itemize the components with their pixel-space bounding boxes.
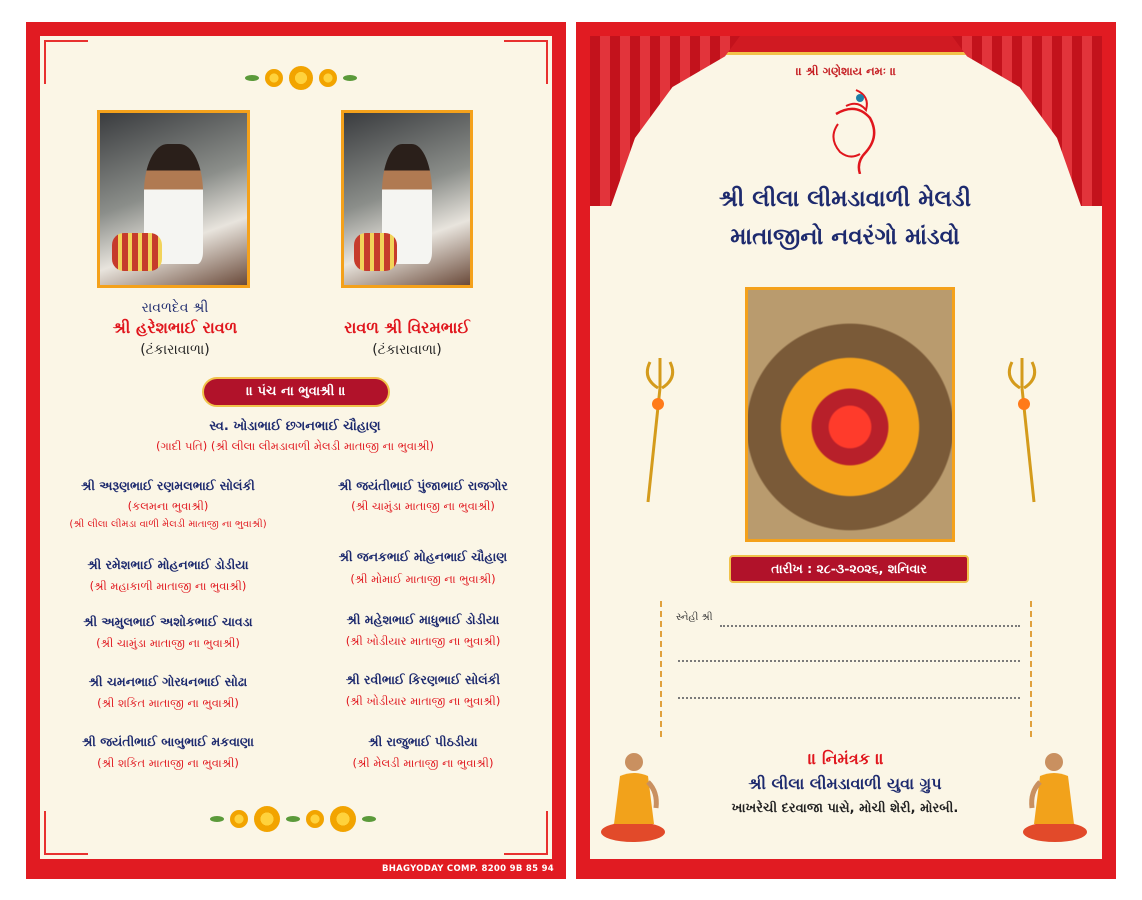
corner-ornament — [504, 811, 548, 855]
date-badge: તારીખ : ૨૮-૩-૨૦૨૬, શનિવાર — [729, 555, 969, 583]
member-name: શ્રી રમેશભાઈ મોહનભાઈ ડોડીયા — [87, 557, 249, 572]
member-role: (કલમના ભુવાશ્રી) — [127, 499, 209, 513]
nimantrak-heading: ॥ નિમંત્રક ॥ — [807, 749, 884, 768]
flower-garland-top — [245, 66, 357, 90]
title-line-2: માતાજીનો નવરંગો માંડવો — [730, 224, 960, 250]
sneh-label: સ્નેહી શ્રી — [676, 612, 713, 623]
person1-name: શ્રી હરેશભાઈ રાવળ — [112, 318, 238, 337]
left-card-panel — [26, 22, 566, 879]
member-role-secondary: (શ્રી લીલા લીમડા વાળી મેલડી માતાજી ના ભુવાશ્રી) — [69, 519, 267, 530]
side-ornament-left — [660, 601, 662, 741]
corner-ornament — [44, 40, 88, 84]
invocation-text: ॥ શ્રી ગણેશાય નમઃ ॥ — [795, 64, 897, 78]
left-card-inner — [40, 36, 552, 859]
member-role: (શ્રી મેલડી માતાજી ના ભુવાશ્રી) — [352, 756, 494, 770]
guest-name-line-1[interactable] — [720, 625, 1020, 627]
right-card-inner — [590, 36, 1102, 859]
flower-garland-bottom — [210, 806, 376, 832]
trishul-left-icon — [640, 356, 680, 506]
ganesha-icon — [816, 84, 886, 174]
member-name: શ્રી ચમનભાઈ ગોરધનભાઈ સોઢા — [88, 674, 248, 689]
corner-ornament — [44, 811, 88, 855]
corner-ornament — [504, 40, 548, 84]
curtain-left — [590, 36, 740, 206]
member-name: શ્રી રવીભાઈ કિરણભાઈ સોલંકી — [345, 672, 501, 687]
person1-title: રાવળદેવ શ્રી — [141, 300, 209, 316]
member-role: (શ્રી શકિત માતાજી ના ભુવાશ્રી) — [97, 756, 239, 770]
member-role: (શ્રી ખોડીયાર માતાજી ના ભુવાશ્રી) — [345, 694, 501, 708]
guest-name-line-2[interactable] — [678, 660, 1020, 662]
member-name: શ્રી અરૂણભાઈ રણમલભાઈ સોલંકી — [81, 478, 255, 493]
side-ornament-right — [1030, 601, 1032, 741]
member-role: (શ્રી શકિત માતાજી ના ભુવાશ્રી) — [97, 696, 239, 710]
member-name: શ્રી મહેશભાઈ માધુભાઈ ડોડીયા — [346, 612, 500, 627]
person2-photo — [341, 110, 473, 288]
chief-role: (ગાદી પતિ) (શ્રી લીલા લીમડાવાળી મેલડી માતાજી ના ભુવાશ્રી) — [155, 439, 435, 453]
trishul-right-icon — [1002, 356, 1042, 506]
devotee-figure-right-icon — [1020, 748, 1090, 843]
member-name: શ્રી જયંતીભાઈ પુંજાભાઈ રાજગોર — [338, 478, 508, 493]
section-heading-badge: ॥ પંચ ના ભુવાશ્રી ॥ — [202, 377, 390, 407]
person2-place: (ટંકારાવાળા) — [372, 342, 442, 358]
right-card-panel — [576, 22, 1116, 879]
member-role: (શ્રી ચામુંડા માતાજી ના ભુવાશ્રી) — [351, 499, 495, 513]
curtain-right — [952, 36, 1102, 206]
person2-name: રાવળ શ્રી વિરમભાઈ — [344, 318, 470, 337]
member-role: (શ્રી ખોડીયાર માતાજી ના ભુવાશ્રી) — [345, 634, 501, 648]
member-role: (શ્રી મોમાઈ માતાજી ના ભુવાશ્રી) — [350, 572, 496, 586]
member-role: (શ્રી મહાકાળી માતાજી ના ભુવાશ્રી) — [89, 579, 247, 593]
devotee-figure-left-icon — [598, 748, 668, 843]
person1-photo — [97, 110, 250, 288]
address: ખાખરેચી દરવાજા પાસે, મોચી શેરી, મોરબી. — [731, 801, 959, 816]
deity-photo — [745, 287, 955, 542]
member-name: શ્રી અમુલભાઈ અશોકભાઈ ચાવડા — [83, 614, 253, 629]
member-name: શ્રી જયંતીભાઈ બાબુભાઈ મકવાણા — [82, 734, 254, 749]
printer-credit: BHAGYODAY COMP. 8200 9B 85 94 — [381, 864, 554, 874]
chief-name: સ્વ. ખોડાભાઈ છગનભાઈ ચૌહાણ — [209, 419, 381, 434]
group-name: શ્રી લીલા લીમડાવાળી યુવા ગ્રુપ — [748, 774, 942, 793]
member-name: શ્રી રાજુભાઈ પીઠડીયા — [368, 734, 478, 749]
title-line-1: શ્રી લીલા લીમડાવાળી મેલડી — [718, 186, 972, 212]
guest-name-line-3[interactable] — [678, 697, 1020, 699]
member-name: શ્રી જનકભાઈ મોહનભાઈ ચૌહાણ — [338, 549, 508, 564]
person1-place: (ટંકારાવાળા) — [140, 342, 210, 358]
member-role: (શ્રી ચામુંડા માતાજી ના ભુવાશ્રી) — [96, 636, 240, 650]
